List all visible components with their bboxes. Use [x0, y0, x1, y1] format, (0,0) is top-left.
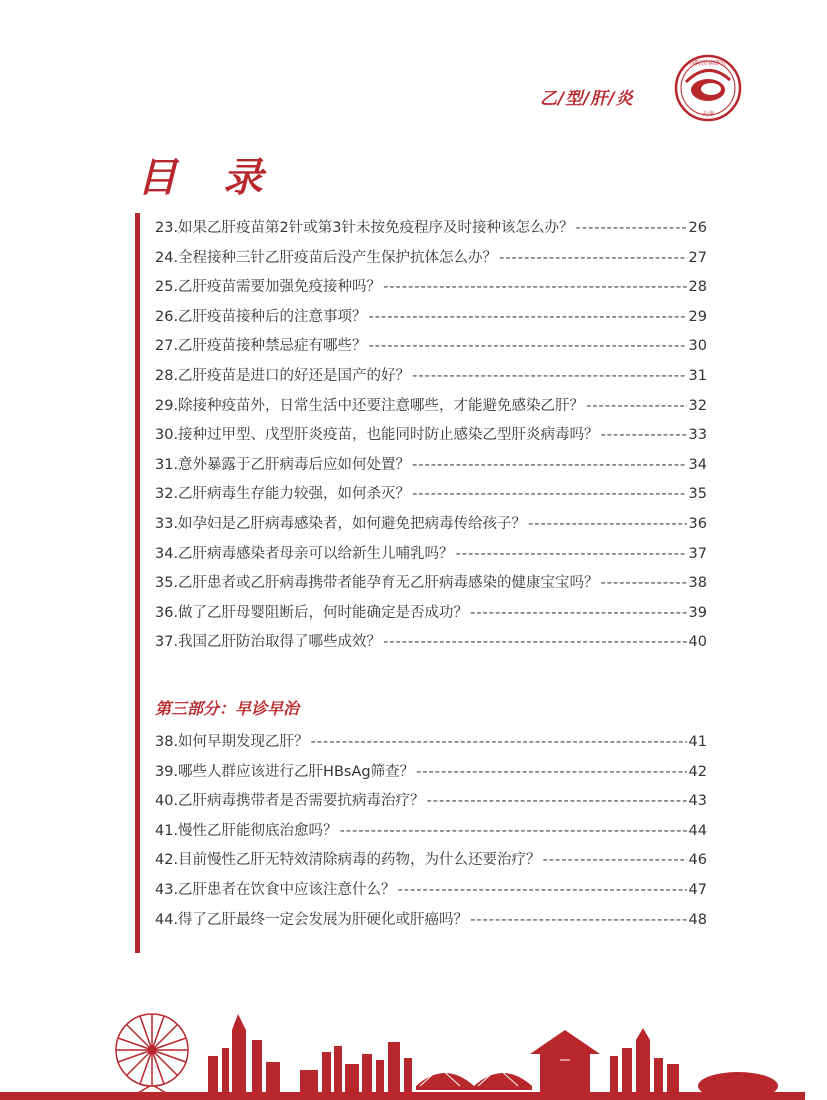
toc-dot-leader	[470, 912, 686, 929]
toc-dot-leader	[340, 823, 687, 840]
toc-entry[interactable]	[155, 275, 707, 305]
toc-entry[interactable]	[155, 364, 707, 394]
toc-dot-leader	[601, 575, 687, 592]
toc-entry[interactable]	[155, 334, 707, 364]
toc-page-number: 29	[688, 308, 707, 325]
toc-entry-title: 37.我国乙肝防治取得了哪些成效？	[155, 634, 382, 651]
toc-entry-title: 26.乙肝疫苗接种后的注意事项？	[155, 308, 367, 325]
toc-entry-title: 40.乙肝病毒携带者是否需要抗病毒治疗？	[155, 793, 425, 810]
toc-dot-leader	[427, 793, 687, 810]
toc-page-number: 47	[688, 881, 707, 898]
toc-page-number: 28	[688, 279, 707, 296]
toc-entry[interactable]	[155, 453, 707, 483]
toc-page-number: 37	[688, 545, 707, 562]
toc-page-number: 30	[688, 338, 707, 355]
toc-entry-title: 39.哪些人群应该进行乙肝HBsAg筛查？	[155, 763, 415, 780]
toc-dot-leader	[398, 882, 687, 899]
toc-entry[interactable]	[155, 908, 707, 938]
toc-entry[interactable]	[155, 601, 707, 631]
toc-dot-leader	[601, 427, 687, 444]
toc-entry[interactable]	[155, 423, 707, 453]
toc-entry[interactable]	[155, 246, 707, 276]
city-skyline-illustration	[0, 1000, 827, 1100]
toc-entry[interactable]	[155, 305, 707, 335]
toc-entry-title: 28.乙肝疫苗是进口的好还是国产的好？	[155, 367, 411, 384]
svg-text:国际肝病研究: 国际肝病研究	[689, 60, 727, 67]
svg-text:天津: 天津	[701, 111, 715, 118]
toc-page-number: 44	[688, 822, 707, 839]
toc-dot-leader	[311, 734, 687, 751]
toc-page-number: 33	[688, 427, 707, 444]
toc-entry[interactable]	[155, 542, 707, 572]
toc-list-part3	[155, 730, 707, 937]
toc-entry[interactable]	[155, 819, 707, 849]
toc-entry-title: 31.意外暴露于乙肝病毒后应如何处置？	[155, 456, 411, 473]
toc-dot-leader	[412, 457, 686, 474]
toc-entry-title: 33.如孕妇是乙肝病毒感染者，如何避免把病毒传给孩子？	[155, 515, 527, 532]
toc-entry-title: 30.接种过甲型、戊型肝炎疫苗，也能同时防止感染乙型肝炎病毒吗？	[155, 427, 599, 444]
toc-entry-title: 42.目前慢性乙肝无特效清除病毒的药物，为什么还要治疗？	[155, 852, 541, 869]
toc-dot-leader	[586, 398, 686, 415]
toc-page-number: 35	[688, 486, 707, 503]
toc-dot-leader	[412, 368, 686, 385]
accent-bar	[135, 213, 140, 953]
toc-entry[interactable]	[155, 482, 707, 512]
toc-entry-title: 32.乙肝病毒生存能力较强，如何杀灭？	[155, 486, 411, 503]
toc-entry[interactable]	[155, 512, 707, 542]
toc-entry-title: 43.乙肝患者在饮食中应该注意什么？	[155, 881, 396, 898]
toc-dot-leader	[499, 250, 686, 267]
toc-dot-leader	[543, 852, 687, 869]
toc-entry[interactable]	[155, 848, 707, 878]
organization-logo	[672, 46, 744, 130]
toc-entry-title: 34.乙肝病毒感染者母亲可以给新生儿哺乳吗？	[155, 545, 454, 562]
toc-page-number: 32	[688, 397, 707, 414]
toc-entry-title: 29.除接种疫苗外，日常生活中还要注意哪些，才能避免感染乙肝？	[155, 397, 585, 414]
toc-page-number: 39	[688, 604, 707, 621]
toc-dot-leader	[456, 546, 687, 563]
toc-page-number: 40	[688, 634, 707, 651]
toc-page-number: 41	[688, 734, 707, 750]
toc-entry-title: 35.乙肝患者或乙肝病毒携带者能孕育无乙肝病毒感染的健康宝宝吗？	[155, 575, 599, 592]
toc-entry-title: 23.如果乙肝疫苗第2针或第3针未按免疫程序及时接种该怎么办？	[155, 220, 574, 236]
toc-dot-leader	[383, 279, 686, 296]
toc-entry[interactable]	[155, 571, 707, 601]
toc-entry-title: 38.如何早期发现乙肝？	[155, 734, 309, 750]
toc-dot-leader	[412, 486, 686, 503]
toc-entry[interactable]	[155, 760, 707, 790]
toc-entry[interactable]	[155, 730, 707, 760]
toc-page-number: 31	[688, 367, 707, 384]
toc-page-number: 34	[688, 456, 707, 473]
toc-entry[interactable]	[155, 630, 707, 660]
toc-entry-title: 27.乙肝疫苗接种禁忌症有哪些？	[155, 338, 367, 355]
toc-dot-leader	[528, 516, 686, 533]
toc-dot-leader	[383, 634, 686, 651]
toc-dot-leader	[416, 764, 686, 781]
toc-page-number: 36	[688, 515, 707, 532]
toc-page-number: 46	[688, 852, 707, 869]
toc-page-number: 48	[688, 911, 707, 928]
toc-page-number: 42	[688, 763, 707, 780]
toc-page-number: 38	[688, 575, 707, 592]
toc-entry[interactable]	[155, 216, 707, 246]
toc-entry[interactable]	[155, 394, 707, 424]
toc-list-part2	[155, 216, 707, 660]
section-heading: 第三部分：早诊早治	[155, 699, 300, 718]
toc-page-number: 26	[688, 220, 707, 236]
toc-dot-leader	[576, 220, 687, 237]
toc-dot-leader	[470, 605, 686, 622]
toc-page-number: 27	[688, 249, 707, 266]
toc-entry-title: 41.慢性乙肝能彻底治愈吗？	[155, 822, 338, 839]
toc-entry-title: 36.做了乙肝母婴阻断后，何时能确定是否成功？	[155, 604, 469, 621]
toc-page-number: 43	[688, 793, 707, 810]
series-title: 乙/型/肝/炎	[540, 89, 634, 109]
toc-dot-leader	[369, 338, 687, 355]
toc-dot-leader	[369, 309, 687, 326]
toc-entry-title: 44.得了乙肝最终一定会发展为肝硬化或肝癌吗？	[155, 911, 469, 928]
toc-entry-title: 24.全程接种三针乙肝疫苗后没产生保护抗体怎么办？	[155, 249, 498, 266]
toc-entry-title: 25.乙肝疫苗需要加强免疫接种吗？	[155, 279, 382, 296]
toc-entry[interactable]	[155, 878, 707, 908]
toc-entry[interactable]	[155, 789, 707, 819]
page-title: 目 录	[137, 155, 279, 201]
